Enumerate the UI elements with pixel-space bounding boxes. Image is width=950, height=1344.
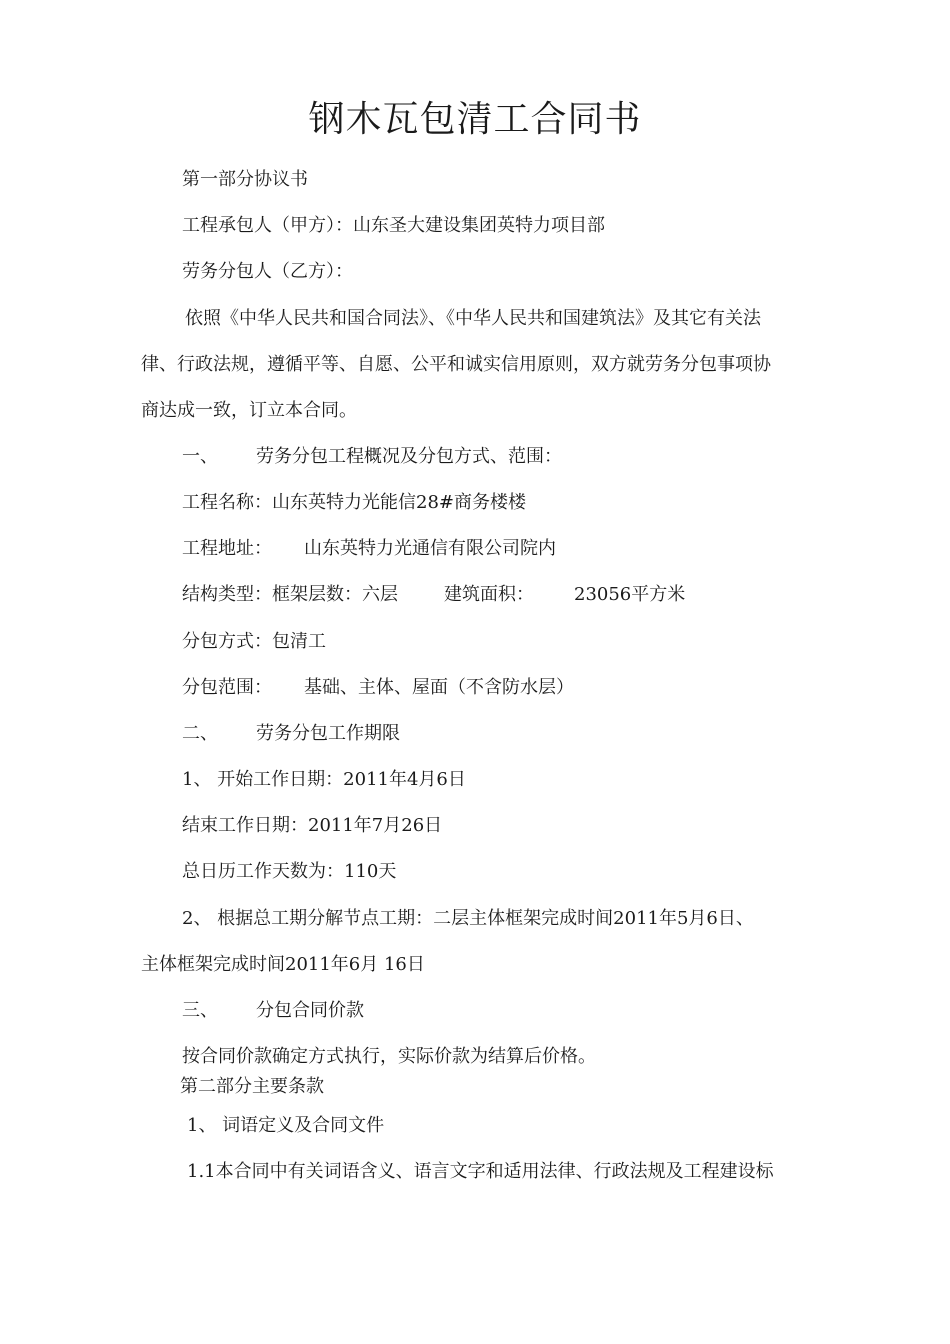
start-date-line: 1、 开始工作日期：2011年4月6日 xyxy=(182,769,466,790)
project-name-line: 工程名称：山东英特力光能信28#商务楼楼 xyxy=(182,492,526,513)
part1-heading: 第一部分协议书 xyxy=(182,169,308,190)
basis-line-1: 依照《中华人民共和国合同法》、《中华人民共和国建筑法》及其它有关法 xyxy=(185,308,761,329)
total-days-line: 总日历工作天数为：110天 xyxy=(182,861,397,882)
price-line: 按合同价款确定方式执行，实际价款为结算后价格。 xyxy=(182,1046,596,1067)
section-2-title: 劳务分包工作期限 xyxy=(256,723,400,744)
basis-line-2: 律、行政法规，遵循平等、自愿、公平和诚实信用原则，双方就劳务分包事项协 xyxy=(141,354,771,375)
address-label: 工程地址： xyxy=(182,538,272,559)
scope-value: 基础、主体、屋面（不含防水层） xyxy=(304,677,574,698)
section-1-heading xyxy=(182,442,562,472)
scope-label: 分包范围： xyxy=(182,677,272,698)
project-address-line xyxy=(182,534,556,564)
subcontract-scope-line xyxy=(182,673,574,703)
address-value: 山东英特力光通信有限公司院内 xyxy=(304,538,556,559)
area-label: 建筑面积： xyxy=(444,584,534,605)
section-2-number: 二、 xyxy=(182,723,218,744)
structure-type: 结构类型：框架层数：六层 xyxy=(182,584,398,605)
party-b-line: 劳务分包人（乙方）： xyxy=(182,261,353,282)
node-schedule-line-2: 主体框架完成时间2011年6月 16日 xyxy=(141,954,425,975)
part2-heading: 第二部分主要条款 xyxy=(180,1076,324,1097)
section-1-number: 一、 xyxy=(182,446,218,467)
section-3-heading xyxy=(182,996,364,1026)
clause-1-1-line: 1.1本合同中有关词语含义、语言文字和适用法律、行政法规及工程建设标 xyxy=(187,1161,774,1182)
document-title: 钢木瓦包清工合同书 xyxy=(308,99,642,140)
structure-line xyxy=(182,580,685,610)
party-a-line: 工程承包人（甲方）：山东圣大建设集团英特力项目部 xyxy=(182,215,605,236)
section-2-heading xyxy=(182,719,400,749)
basis-line-3: 商达成一致，订立本合同。 xyxy=(141,400,357,421)
area-value: 23056平方米 xyxy=(574,584,686,605)
clause-1-heading: 1、 词语定义及合同文件 xyxy=(187,1115,385,1136)
node-schedule-line-1: 2、 根据总工期分解节点工期：二层主体框架完成时间2011年5月6日、 xyxy=(182,908,754,929)
section-3-number: 三、 xyxy=(182,1000,218,1021)
section-1-title: 劳务分包工程概况及分包方式、范围： xyxy=(256,446,562,467)
subcontract-method-line: 分包方式：包清工 xyxy=(182,631,326,652)
section-3-title: 分包合同价款 xyxy=(256,1000,364,1021)
end-date-line: 结束工作日期：2011年7月26日 xyxy=(182,815,443,836)
